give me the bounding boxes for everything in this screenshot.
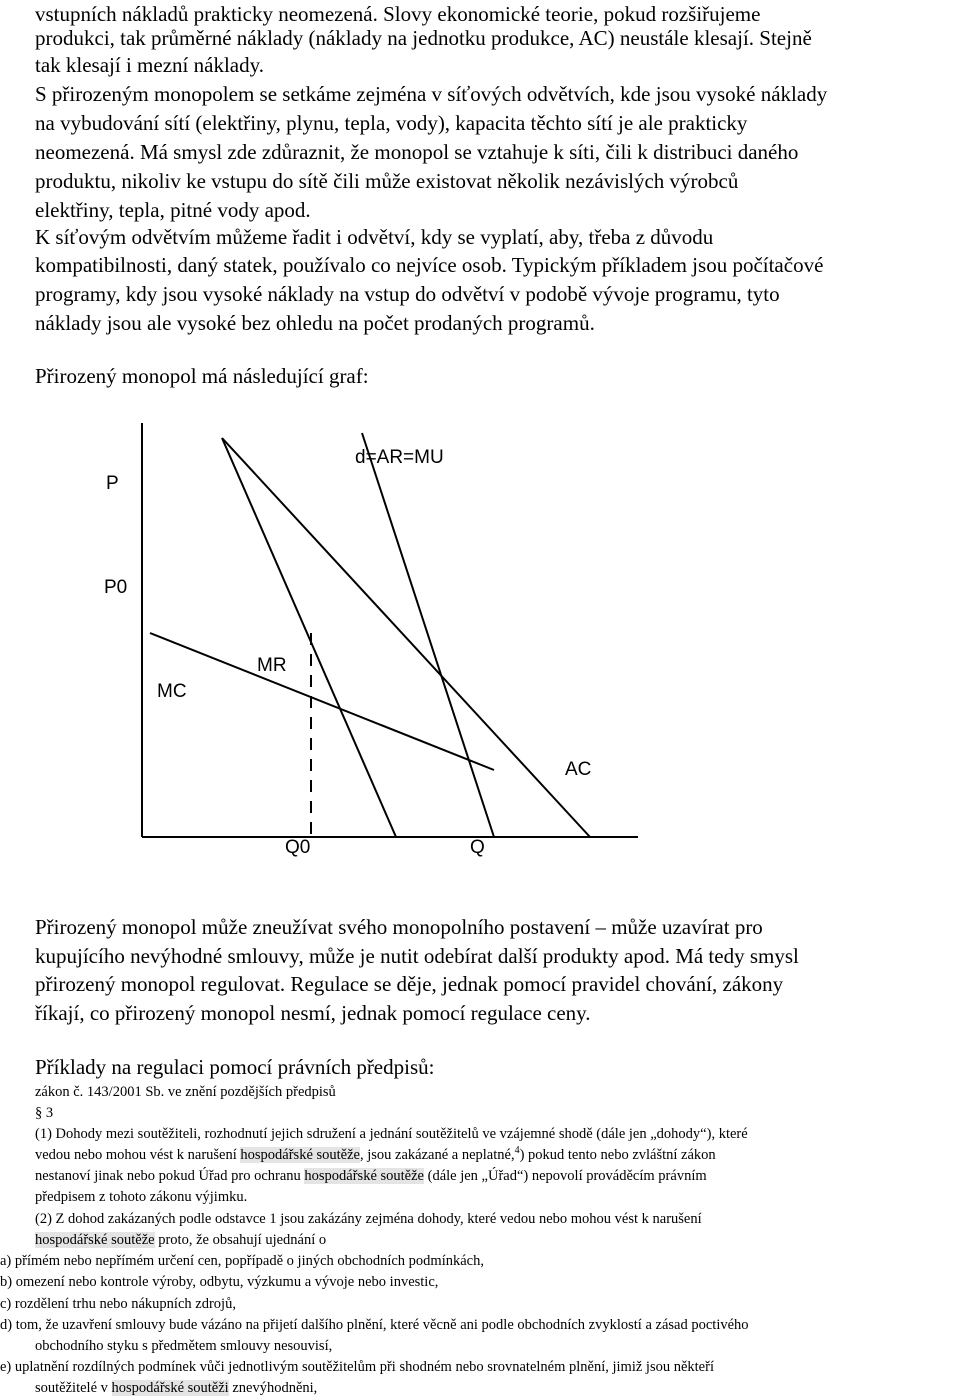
list-item-d: d) tom, že uzavření smlouvy bude vázáno na přijetí dalšího plnění, které věcně ani podle obchodních zvyklostí a zásad poctivého xyxy=(0,1317,749,1333)
text-line: K síťovým odvětvím můžeme řadit i odvětví, kdy se vyplatí, aby, třeba z důvodu xyxy=(35,225,714,249)
label-q0: Q0 xyxy=(285,837,311,858)
highlight: hospodářské soutěži xyxy=(111,1380,229,1396)
paragraph-2-line: hospodářské soutěže proto, že obsahují ujednání o xyxy=(35,1232,327,1248)
text-line: přirozený monopol regulovat. Regulace se děje, jednak pomocí pravidel chování, zákony xyxy=(35,972,784,996)
list-item-b: b) omezení nebo kontrole výroby, odbytu, výzkumu a vývoje nebo investic, xyxy=(0,1274,439,1290)
demand-line xyxy=(222,438,590,837)
law-heading: Příklady na regulaci pomocí právních předpisů: xyxy=(35,1055,435,1079)
text-line: produktu, nikoliv ke vstupu do sítě čili může existovat několik nezávislých výrobců xyxy=(35,169,739,193)
paragraph-1-line: předpisem z tohoto zákonu výjimku. xyxy=(35,1189,248,1205)
text-line: neomezená. Má smysl zde zdůraznit, že monopol se vztahuje k síti, čili k distribuci daného xyxy=(35,140,799,164)
label-ac: AC xyxy=(565,759,592,780)
label-demand: d=AR=MU xyxy=(355,447,444,468)
label-q: Q xyxy=(470,837,485,858)
text-line: programy, kdy jsou vysoké náklady na vstup do odvětví v podobě vývoje programu, tyto xyxy=(35,282,780,306)
text-line: náklady jsou ale vysoké bez ohledu na počet prodaných programů. xyxy=(35,311,595,335)
text-line: elektřiny, tepla, pitné vody apod. xyxy=(35,198,311,222)
paragraph-1-line: (1) Dohody mezi soutěžiteli, rozhodnutí jejich sdružení a jednání soutěžitelů ve vzájemné shodě (dále jen „dohody“), které xyxy=(35,1126,748,1142)
label-mc: MC xyxy=(157,681,187,702)
mr-line xyxy=(222,438,396,837)
list-item-d-cont: obchodního styku s předmětem smlouvy nesouvisí, xyxy=(35,1338,333,1354)
text-line: kompatibilnosti, daný statek, používalo co nejvíce osob. Typickým příkladem jsou počítačové xyxy=(35,253,824,277)
text-line: říkají, co přirozený monopol nesmí, jednak pomocí regulace ceny. xyxy=(35,1001,591,1025)
label-p: P xyxy=(106,473,119,494)
text-line: produkci, tak průměrné náklady (náklady na jednotku produkce, AC) neustále klesají. Stejně xyxy=(35,26,812,50)
text-line: na vybudování sítí (elektřiny, plynu, tepla, vody), kapacita těchto sítí je ale prakticky xyxy=(35,111,748,135)
text-line: kupujícího nevýhodné smlouvy, může je nutit odebírat další produkty apod. Má tedy smysl xyxy=(35,944,799,968)
list-item-e: e) uplatnění rozdílných podmínek vůči jednotlivým soutěžitelům při shodném nebo srovnatelném plnění, jimiž jsou někteří xyxy=(0,1359,714,1375)
paragraph-2-line: (2) Z dohod zakázaných podle odstavce 1 jsou zakázány zejména dohody, které vedou nebo mohou vést k narušení xyxy=(35,1211,702,1227)
text-line: vstupních nákladů prakticky neomezená. Slovy ekonomické teorie, pokud rozšiřujeme xyxy=(35,2,761,26)
highlight: hospodářské soutěže xyxy=(304,1168,424,1184)
label-p0: P0 xyxy=(104,577,128,598)
ac-line xyxy=(362,433,494,837)
paragraph-1-line: vedou nebo mohou vést k narušení hospodářské soutěže, jsou zakázané a neplatné,$^4$) pokud tento nebo zvláštní zákon xyxy=(35,1145,716,1163)
list-item-c: c) rozdělení trhu nebo nákupních zdrojů, xyxy=(0,1296,236,1312)
paragraph-1-line: nestanoví jinak nebo pokud Úřad pro ochranu hospodářské soutěže (dále jen „Úřad“) nepovolí prováděcím právním xyxy=(35,1168,707,1184)
mc-line xyxy=(150,633,494,770)
graph-heading: Přirozený monopol má následující graf: xyxy=(35,364,369,388)
natural-monopoly-graph xyxy=(90,415,650,875)
law-name: zákon č. 143/2001 Sb. ve znění pozdějších předpisů xyxy=(35,1084,336,1100)
highlight: hospodářské soutěže xyxy=(240,1147,360,1163)
list-item-e-cont: soutěžitelé v hospodářské soutěži znevýhodněni, xyxy=(35,1380,318,1396)
text-line: S přirozeným monopolem se setkáme zejména v síťových odvětvích, kde jsou vysoké náklady xyxy=(35,82,828,106)
text-line: tak klesají i mezní náklady. xyxy=(35,53,264,77)
list-item-a: a) přímém nebo nepřímém určení cen, popřípadě o jiných obchodních podmínkách, xyxy=(0,1253,484,1269)
label-mr: MR xyxy=(257,655,287,676)
text-line: Přirozený monopol může zneužívat svého monopolního postavení – může uzavírat pro xyxy=(35,915,763,939)
section-number: § 3 xyxy=(35,1105,54,1121)
footnote-ref[interactable]: 4 xyxy=(514,1145,520,1157)
highlight: hospodářské soutěže xyxy=(35,1232,155,1248)
